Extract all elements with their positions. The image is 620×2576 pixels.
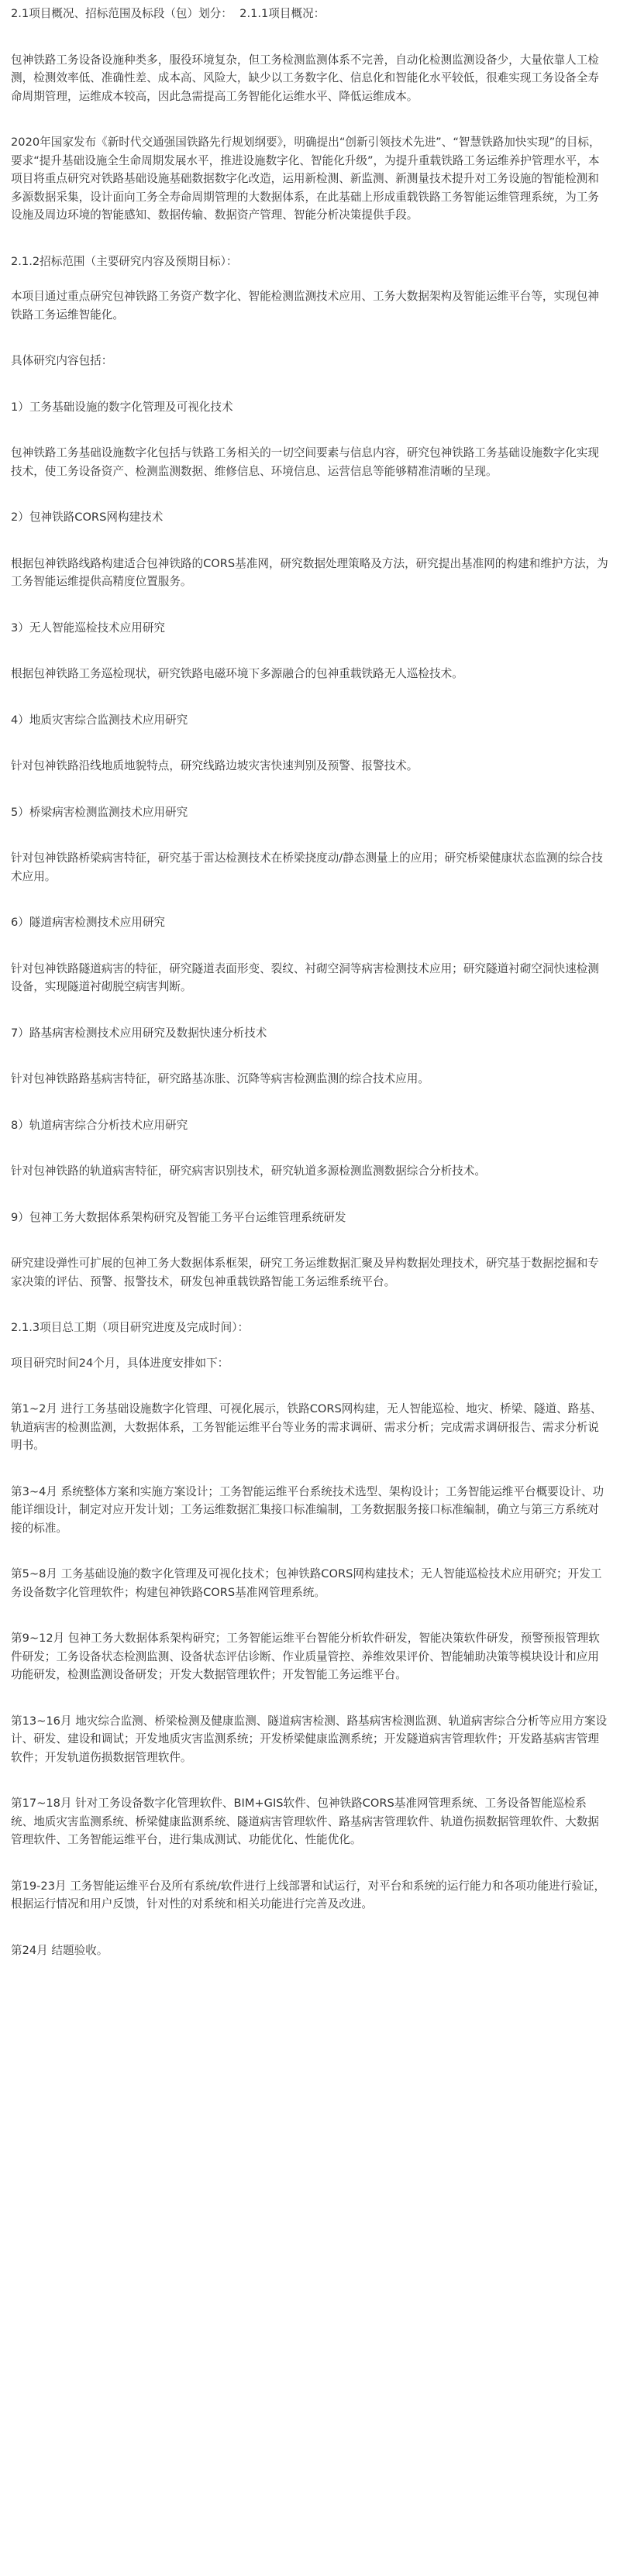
research-item-8-desc: 针对包神铁路的轨道病害特征，研究病害识别技术，研究轨道多源检测监测数据综合分析技术。 — [11, 1164, 486, 1178]
paragraph-overview-policy: 2020年国家发布《新时代交通强国铁路先行规划纲要》，明确提出“创新引领技术先进”、“智慧铁路加快实现”的目标，要求“提升基础设施全生命周期发展水平，推进设施数字化、智能化升级”，为提升重载铁路工务运维养护管理水平，本项目将重点研究对铁路基础设施基础数据数字化改造，运用新检测、新监测、新测量技术提升对工务设施的智能检测和多源数据采集，设计面向工务全寿命周期管理的大数据体系，在此基础上形成重载铁路工务智能运维管理系统，为工务设施及周边环境的智能感知、数据传输、数据资产管理、智能分析决策提供手段。 — [11, 136, 601, 222]
paragraph-overview-problem: 包神铁路工务设备设施种类多，服役环境复杂，但工务检测监测体系不完善，自动化检测监测设备少，大量依靠人工检测，检测效率低、准确性差、成本高、风险大，缺少以工务数字化、信息化和智能化水平较低，很难实现工务设备全寿命周期管理，运维成本较高，因此急需提高工务智能化运维水平、降低运维成本。 — [11, 53, 599, 103]
research-item-1-desc: 包神铁路工务基础设施数字化包括与铁路工务相关的一切空间要素与信息内容，研究包神铁路工务基础设施数字化实现技术，使工务设备资产、检测监测数据、维修信息、环境信息、运营信息等能够精准清晰的呈现。 — [11, 446, 599, 478]
schedule-phase-months-17-18: 第17~18月 针对工务设备数字化管理软件、BIM+GIS软件、包神铁路CORS基准网管理系统、工务设备智能巡检系统、地质灾害监测系统、桥梁健康监测系统、隧道病害管理软件、路基病害管理软件、轨道伤损数据管理软件、大数据管理软件、工务智能运维平台，进行集成测试、功能优化、性能优化。 — [11, 1797, 599, 1846]
section-heading-project-overview: 2.1项目概况、招标范围及标段（包）划分： 2.1.1项目概况： — [11, 7, 326, 20]
paragraph-research-intro: 具体研究内容包括： — [11, 354, 113, 367]
schedule-phase-months-3-4: 第3~4月 系统整体方案和实施方案设计；工务智能运维平台系统技术选型、架构设计；工务智能运维平台概要设计、功能详细设计，制定对应开发计划；工务运维数据汇集接口标准编制，工务数据服务接口标准编制，确立与第三方系统对接的标准。 — [11, 1484, 604, 1535]
research-item-4-desc: 针对包神铁路沿线地质地貌特点，研究线路边坡灾害快速判别及预警、报警技术。 — [11, 759, 418, 772]
research-item-2-desc: 根据包神铁路线路构建适合包神铁路的CORS基准网，研究数据处理策略及方法，研究提出基准网的构建和维护方法，为工务智能运维提供高精度位置服务。 — [11, 556, 608, 588]
section-heading-bid-scope: 2.1.2招标范围（主要研究内容及预期目标）： — [11, 254, 238, 268]
research-item-9-title: 9）包神工务大数据体系架构研究及智能工务平台运维管理系统研发 — [11, 1210, 346, 1224]
schedule-phase-month-24: 第24月 结题验收。 — [11, 1943, 108, 1957]
schedule-phase-months-9-12: 第9~12月 包神工务大数据体系架构研究；工务智能运维平台智能分析软件研发，智能决策软件研发，预警预报管理软件研发；工务设备状态检测监测、设备状态评估诊断、作业质量管控、养维效果评价、智能辅助决策等模块设计和应用功能研发，检测监测设备研发；开发大数据管理软件；开发智能工务运维平台。 — [11, 1632, 600, 1681]
research-item-7-desc: 针对包神铁路路基病害特征，研究路基冻胀、沉降等病害检测监测的综合技术应用。 — [11, 1072, 429, 1085]
schedule-phase-months-1-2: 第1~2月 进行工务基础设施数字化管理、可视化展示，铁路CORS网构建，无人智能巡检、地灾、桥梁、隧道、路基、轨道病害的检测监测，大数据体系，工务智能运维平台等业务的需求调研、需求分析；完成需求调研报告、需求分析说明书。 — [11, 1402, 602, 1452]
research-item-5-title: 5）桥梁病害检测监测技术应用研究 — [11, 805, 188, 819]
research-item-1-title: 1）工务基础设施的数字化管理及可视化技术 — [11, 400, 233, 414]
research-item-5-desc: 针对包神铁路桥梁病害特征，研究基于雷达检测技术在桥梁挠度动/静态测量上的应用；研究桥梁健康状态监测的综合技术应用。 — [11, 851, 603, 883]
schedule-phase-months-13-16: 第13~16月 地灾综合监测、桥梁检测及健康监测、隧道病害检测、路基病害检测监测、轨道病害综合分析等应用方案设计、研发、建设和调试；开发地质灾害监测系统；开发桥梁健康监测系统；开发隧道病害管理软件；开发路基病害管理软件；开发轨道伤损数据管理软件。 — [11, 1714, 608, 1764]
schedule-phase-months-19-23: 第19-23月 工务智能运维平台及所有系统/软件进行上线部署和试运行，对平台和系统的运行能力和各项功能进行验证，根据运行情况和用户反馈，针对性的对系统和相关功能进行完善及改进。 — [11, 1879, 606, 1911]
research-item-3-title: 3）无人智能巡检技术应用研究 — [11, 621, 166, 635]
research-item-3-desc: 根据包神铁路工务巡检现状，研究铁路电磁环境下多源融合的包神重载铁路无人巡检技术。 — [11, 667, 463, 680]
schedule-phase-months-5-8: 第5~8月 工务基础设施的数字化管理及可视化技术；包神铁路CORS网构建技术；无人智能巡检技术应用研究；开发工务设备数字化管理软件；构建包神铁路CORS基准网管理系统。 — [11, 1567, 602, 1599]
paragraph-scope-summary: 本项目通过重点研究包神铁路工务资产数字化、智能检测监测技术应用、工务大数据架构及智能运维平台等，实现包神铁路工务运维智能化。 — [11, 290, 599, 322]
research-item-2-title: 2）包神铁路CORS网构建技术 — [11, 511, 164, 524]
research-item-7-title: 7）路基病害检测技术应用研究及数据快速分析技术 — [11, 1026, 267, 1040]
research-item-6-title: 6）隧道病害检测技术应用研究 — [11, 916, 166, 929]
paragraph-schedule-intro: 项目研究时间24个月，具体进度安排如下： — [11, 1356, 229, 1370]
section-heading-schedule: 2.1.3项目总工期（项目研究进度及完成时间）： — [11, 1321, 250, 1334]
research-item-4-title: 4）地质灾害综合监测技术应用研究 — [11, 713, 188, 727]
research-item-8-title: 8）轨道病害综合分析技术应用研究 — [11, 1118, 188, 1132]
research-item-9-desc: 研究建设弹性可扩展的包神工务大数据体系框架，研究工务运维数据汇聚及异构数据处理技术，研究基于数据挖掘和专家决策的评估、预警、报警技术，研发包神重载铁路智能工务运维系统平台。 — [11, 1257, 599, 1288]
research-item-6-desc: 针对包神铁路隧道病害的特征，研究隧道表面形变、裂纹、衬砌空洞等病害检测技术应用；研究隧道衬砌空洞快速检测设备，实现隧道衬砌脱空病害判断。 — [11, 961, 599, 993]
